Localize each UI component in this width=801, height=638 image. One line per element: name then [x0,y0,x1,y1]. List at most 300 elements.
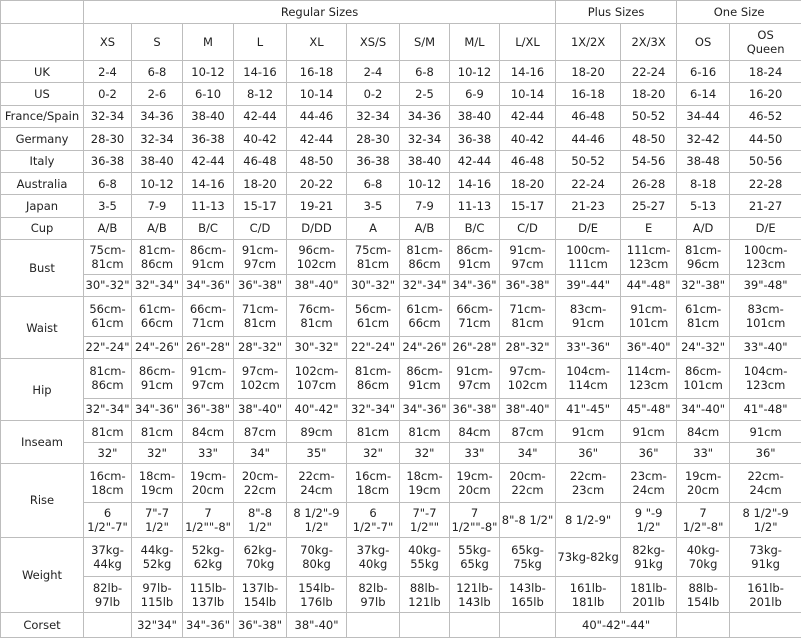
measurement-cell: 41"-48" [730,398,801,420]
measurement-cell: 56cm- 61cm [347,296,400,336]
measurement-cell: 96cm- 102cm [287,240,347,275]
row-label: Italy [1,150,84,172]
measurement-cell: 38"-40" [234,398,287,420]
size-cell: 14-16 [234,61,287,83]
measurement-cell: 8"-8 1/2" [234,503,287,538]
size-cell: 22-28 [730,172,801,194]
size-cell: C/D [234,217,287,239]
measurement-cell: 32" [84,443,132,463]
measurement-cell: 61cm- 66cm [400,296,450,336]
measurement-cell: 66cm- 71cm [183,296,234,336]
size-cell: A/B [84,217,132,239]
size-cell: 38-40 [183,105,234,127]
measurement-cell: 16cm- 18cm [347,463,400,503]
measurement-cell: 32"-34" [132,274,183,296]
corset-cell [400,613,450,638]
measurement-label: Weight [1,538,84,613]
size-cell: 19-21 [287,195,347,217]
measurement-cell: 81cm [400,421,450,443]
size-cell: 0-2 [347,83,400,105]
measurement-row [1,463,801,503]
row-label: US [1,83,84,105]
measurement-cell: 22cm- 23cm [556,463,621,503]
measurement-cell: 19cm- 20cm [183,463,234,503]
size-cell: 14-16 [450,172,500,194]
measurement-cell: 32" [132,443,183,463]
measurement-cell: 24"-26" [132,336,183,358]
measurement-row [1,274,801,296]
size-cell: 28-30 [84,128,132,150]
size-cell: 15-17 [500,195,556,217]
measurement-cell: 100cm- 123cm [730,240,801,275]
size-header-9: 1X/2X [556,24,621,61]
size-cell: 10-12 [400,172,450,194]
size-cell: 16-18 [287,61,347,83]
size-cell: B/C [450,217,500,239]
size-cell: 42-44 [287,128,347,150]
measurement-cell: 97cm- 102cm [500,359,556,399]
size-cell: 5-13 [677,195,730,217]
measurement-cell: 35" [287,443,347,463]
size-cell: 32-34 [400,128,450,150]
measurement-cell: 8"-8 1/2" [500,503,556,538]
measurement-cell: 24"-26" [400,336,450,358]
measurement-row [1,398,801,420]
measurement-cell: 83cm- 91cm [556,296,621,336]
size-cell: 38-48 [677,150,730,172]
measurement-cell: 86cm- 101cm [677,359,730,399]
size-header-11: OS [677,24,730,61]
measurement-cell: 81cm- 86cm [400,240,450,275]
size-cell: 36-38 [84,150,132,172]
measurement-cell: 81cm- 86cm [84,359,132,399]
measurement-row [1,576,801,613]
corset-cell [677,613,730,638]
measurement-cell: 88lb- 121lb [400,576,450,613]
measurement-cell: 102cm- 107cm [287,359,347,399]
measurement-cell: 65kg- 75kg [500,538,556,577]
measurement-cell: 75cm- 81cm [347,240,400,275]
size-cell: 48-50 [287,150,347,172]
size-cell: 38-40 [450,105,500,127]
measurement-cell: 8 1/2"-9 1/2" [730,503,801,538]
size-header-2: M [183,24,234,61]
measurement-cell: 82kg- 91kg [621,538,677,577]
size-cell: 6-8 [132,61,183,83]
size-cell: 40-42 [234,128,287,150]
size-row [1,172,801,194]
measurement-cell: 56cm- 61cm [84,296,132,336]
measurement-cell: 22"-24" [84,336,132,358]
measurement-cell: 83cm- 101cm [730,296,801,336]
measurement-cell: 39"-44" [556,274,621,296]
corset-cell: 32"34" [132,613,183,638]
row-label: Japan [1,195,84,217]
size-row [1,195,801,217]
measurement-cell: 7"-7 1/2" [132,503,183,538]
measurement-cell: 61cm- 81cm [677,296,730,336]
size-cell: A/D [677,217,730,239]
size-cell: 6-8 [400,61,450,83]
size-header-6: S/M [400,24,450,61]
measurement-cell: 30"-32" [347,274,400,296]
measurement-cell: 32" [347,443,400,463]
measurement-cell: 34" [234,443,287,463]
measurement-cell: 86cm- 91cm [132,359,183,399]
size-cell: A/B [400,217,450,239]
size-cell: 10-12 [183,61,234,83]
measurement-cell: 32"-34" [84,398,132,420]
measurement-cell: 143lb- 165lb [500,576,556,613]
measurement-label: Bust [1,240,84,297]
size-cell: 36-38 [183,128,234,150]
measurement-cell: 114cm- 123cm [621,359,677,399]
size-cell: 2-4 [84,61,132,83]
size-cell: 28-30 [347,128,400,150]
size-cell: 50-56 [730,150,801,172]
size-cell: 32-34 [347,105,400,127]
measurement-row [1,240,801,275]
corset-cell: 34"-36" [183,613,234,638]
measurement-cell: 161lb- 201lb [730,576,801,613]
measurement-cell: 81cm- 96cm [677,240,730,275]
size-cell: 36-38 [347,150,400,172]
measurement-cell: 22cm- 24cm [287,463,347,503]
corset-cell [347,613,400,638]
size-cell: 3-5 [84,195,132,217]
measurement-cell: 55kg- 65kg [450,538,500,577]
size-cell: 18-20 [234,172,287,194]
group-header-0: Regular Sizes [84,1,556,24]
measurement-cell: 61cm- 66cm [132,296,183,336]
size-cell: 34-36 [400,105,450,127]
measurement-cell: 23cm- 24cm [621,463,677,503]
corset-cell [450,613,500,638]
size-cell: 32-34 [84,105,132,127]
size-header-0: XS [84,24,132,61]
measurement-cell: 34" [500,443,556,463]
measurement-cell: 28"-32" [234,336,287,358]
size-header-10: 2X/3X [621,24,677,61]
measurement-cell: 82lb- 97lb [347,576,400,613]
measurement-cell: 71cm- 81cm [234,296,287,336]
size-row [1,150,801,172]
measurement-cell: 37kg- 44kg [84,538,132,577]
measurement-cell: 22cm- 24cm [730,463,801,503]
row-label: France/Spain [1,105,84,127]
measurement-cell: 37kg- 40kg [347,538,400,577]
measurement-cell: 7 1/2""-8" [450,503,500,538]
measurement-label: Rise [1,463,84,537]
measurement-cell: 62kg- 70kg [234,538,287,577]
measurement-cell: 19cm- 20cm [677,463,730,503]
size-cell: 11-13 [450,195,500,217]
measurement-cell: 33"-36" [556,336,621,358]
size-header-7: M/L [450,24,500,61]
size-cell: 0-2 [84,83,132,105]
measurement-cell: 16cm- 18cm [84,463,132,503]
measurement-cell: 36"-38" [450,398,500,420]
size-cell: 2-4 [347,61,400,83]
measurement-cell: 97cm- 102cm [234,359,287,399]
measurement-cell: 91cm [621,421,677,443]
size-header-1: S [132,24,183,61]
measurement-cell: 33" [450,443,500,463]
measurement-cell: 19cm- 20cm [450,463,500,503]
measurement-cell: 40kg- 55kg [400,538,450,577]
measurement-cell: 71cm- 81cm [500,296,556,336]
corset-label: Corset [1,613,84,638]
measurement-cell: 34"-40" [677,398,730,420]
size-cell: 34-36 [132,105,183,127]
measurement-cell: 6 1/2"-7" [347,503,400,538]
measurement-cell: 34"-36" [400,398,450,420]
size-cell: 40-42 [500,128,556,150]
measurement-cell: 87cm [234,421,287,443]
measurement-cell: 8 1/2-9" [556,503,621,538]
group-header-2: One Size [677,1,801,24]
corset-cell [84,613,132,638]
measurement-row [1,359,801,399]
measurement-cell: 7"-7 1/2"" [400,503,450,538]
measurement-cell: 97lb- 115lb [132,576,183,613]
measurement-cell: 41"-45" [556,398,621,420]
measurement-cell: 87cm [500,421,556,443]
measurement-cell: 121lb- 143lb [450,576,500,613]
size-cell: 14-16 [183,172,234,194]
size-cell: 21-23 [556,195,621,217]
measurement-cell: 89cm [287,421,347,443]
measurement-cell: 26"-28" [183,336,234,358]
measurement-cell: 76cm- 81cm [287,296,347,336]
size-cell: 46-48 [500,150,556,172]
measurement-cell: 84cm [677,421,730,443]
size-cell: 44-50 [730,128,801,150]
size-cell: 34-44 [677,105,730,127]
measurement-cell: 104cm- 123cm [730,359,801,399]
size-cell: 10-12 [132,172,183,194]
size-header-5: XS/S [347,24,400,61]
size-cell: 6-16 [677,61,730,83]
measurement-label: Hip [1,359,84,421]
measurement-cell: 137lb- 154lb [234,576,287,613]
measurement-cell: 39"-48" [730,274,801,296]
row-label: UK [1,61,84,83]
measurement-cell: 32"-38" [677,274,730,296]
measurement-cell: 75cm- 81cm [84,240,132,275]
measurement-cell: 82lb- 97lb [84,576,132,613]
size-cell: 48-50 [621,128,677,150]
row-label: Australia [1,172,84,194]
size-cell: 25-27 [621,195,677,217]
size-cell: 20-22 [287,172,347,194]
size-cell: 18-20 [621,83,677,105]
corset-cell: 38"-40" [287,613,347,638]
measurement-row [1,296,801,336]
size-cell: 50-52 [556,150,621,172]
measurement-cell: 100cm- 111cm [556,240,621,275]
measurement-cell: 81cm [84,421,132,443]
measurement-cell: 36"-40" [621,336,677,358]
measurement-cell: 9 "-9 1/2" [621,503,677,538]
measurement-cell: 38"-40" [500,398,556,420]
measurement-cell: 22"-24" [347,336,400,358]
size-cell: 44-46 [556,128,621,150]
corset-cell: 36"-38" [234,613,287,638]
size-cell: 6-8 [347,172,400,194]
size-cell: 7-9 [400,195,450,217]
size-cell: 26-28 [621,172,677,194]
measurement-row [1,538,801,577]
size-header-8: L/XL [500,24,556,61]
measurement-cell: 36" [730,443,801,463]
size-cell: 22-24 [621,61,677,83]
size-cell: B/C [183,217,234,239]
size-cell: 54-56 [621,150,677,172]
measurement-cell: 36"-38" [500,274,556,296]
size-cell: 22-24 [556,172,621,194]
measurement-cell: 115lb- 137lb [183,576,234,613]
measurement-cell: 91cm- 97cm [500,240,556,275]
measurement-cell: 6 1/2"-7" [84,503,132,538]
size-cell: 32-34 [132,128,183,150]
measurement-cell: 44"-48" [621,274,677,296]
measurement-cell: 70kg- 80kg [287,538,347,577]
measurement-cell: 52kg- 62kg [183,538,234,577]
corset-cell [730,613,801,638]
measurement-row [1,421,801,443]
size-row [1,105,801,127]
measurement-cell: 81cm- 86cm [132,240,183,275]
measurement-cell: 88lb- 154lb [677,576,730,613]
measurement-cell: 26"-28" [450,336,500,358]
group-header-row [1,1,801,24]
size-cell: 42-44 [183,150,234,172]
measurement-cell: 91cm- 97cm [234,240,287,275]
measurement-cell: 86cm- 91cm [400,359,450,399]
size-cell: 32-42 [677,128,730,150]
size-cell: A/B [132,217,183,239]
size-cell: 38-40 [400,150,450,172]
size-cell: D/E [556,217,621,239]
size-header-row [1,24,801,61]
size-row [1,217,801,239]
measurement-cell: 84cm [450,421,500,443]
measurement-cell: 34"-36" [132,398,183,420]
measurement-cell: 104cm- 114cm [556,359,621,399]
size-cell: 6-8 [84,172,132,194]
size-cell: 11-13 [183,195,234,217]
measurement-cell: 7 1/2""-8" [183,503,234,538]
size-cell: 10-14 [500,83,556,105]
measurement-cell: 73kg- 91kg [730,538,801,577]
size-row [1,128,801,150]
measurement-cell: 81cm- 86cm [347,359,400,399]
row-label: Cup [1,217,84,239]
measurement-cell: 161lb- 181lb [556,576,621,613]
measurement-cell: 33" [183,443,234,463]
measurement-cell: 91cm- 101cm [621,296,677,336]
size-cell: 6-14 [677,83,730,105]
row-label: Germany [1,128,84,150]
size-cell: 15-17 [234,195,287,217]
measurement-cell: 34"-36" [450,274,500,296]
size-cell: 7-9 [132,195,183,217]
measurement-cell: 86cm- 91cm [183,240,234,275]
size-cell: 18-20 [500,172,556,194]
size-cell: 44-46 [287,105,347,127]
size-cell: 46-52 [730,105,801,127]
measurement-cell: 91cm [730,421,801,443]
measurement-cell: 34"-36" [183,274,234,296]
measurement-cell: 86cm- 91cm [450,240,500,275]
measurement-row [1,336,801,358]
measurement-row [1,503,801,538]
size-cell: 18-20 [556,61,621,83]
size-cell: E [621,217,677,239]
size-cell: 36-38 [450,128,500,150]
size-cell: 8-12 [234,83,287,105]
measurement-cell: 7 1/2"-8" [677,503,730,538]
size-cell: C/D [500,217,556,239]
size-row [1,61,801,83]
measurement-cell: 66cm- 71cm [450,296,500,336]
size-cell: 10-12 [450,61,500,83]
measurement-cell: 20cm- 22cm [234,463,287,503]
measurement-cell: 111cm- 123cm [621,240,677,275]
size-cell: 6-9 [450,83,500,105]
measurement-cell: 36" [621,443,677,463]
measurement-cell: 44kg- 52kg [132,538,183,577]
measurement-cell: 18cm- 19cm [132,463,183,503]
size-cell: 14-16 [500,61,556,83]
size-cell: 8-18 [677,172,730,194]
corset-plus-cell: 40"-42"-44" [556,613,677,638]
measurement-cell: 81cm [132,421,183,443]
size-cell: 46-48 [556,105,621,127]
size-cell: 3-5 [347,195,400,217]
group-header-1: Plus Sizes [556,1,677,24]
size-cell: 50-52 [621,105,677,127]
measurement-cell: 73kg-82kg [556,538,621,577]
measurement-cell: 20cm- 22cm [500,463,556,503]
measurement-label: Waist [1,296,84,358]
size-cell: 21-27 [730,195,801,217]
measurement-cell: 81cm [347,421,400,443]
measurement-cell: 8 1/2"-9 1/2" [287,503,347,538]
measurement-cell: 32"-34" [347,398,400,420]
size-cell: 38-40 [132,150,183,172]
measurement-cell: 40kg- 70kg [677,538,730,577]
measurement-cell: 84cm [183,421,234,443]
measurement-cell: 33" [677,443,730,463]
measurement-cell: 40"-42" [287,398,347,420]
size-cell: 42-44 [500,105,556,127]
size-header-12: OS Queen [730,24,801,61]
measurement-cell: 45"-48" [621,398,677,420]
measurement-cell: 32" [400,443,450,463]
size-cell: A [347,217,400,239]
size-header-4: XL [287,24,347,61]
measurement-label: Inseam [1,421,84,464]
size-cell: 2-6 [132,83,183,105]
measurement-row [1,443,801,463]
measurement-cell: 30"-32" [84,274,132,296]
size-cell: 42-44 [450,150,500,172]
measurement-cell: 28"-32" [500,336,556,358]
measurement-cell: 91cm- 97cm [183,359,234,399]
measurement-cell: 154lb- 176lb [287,576,347,613]
